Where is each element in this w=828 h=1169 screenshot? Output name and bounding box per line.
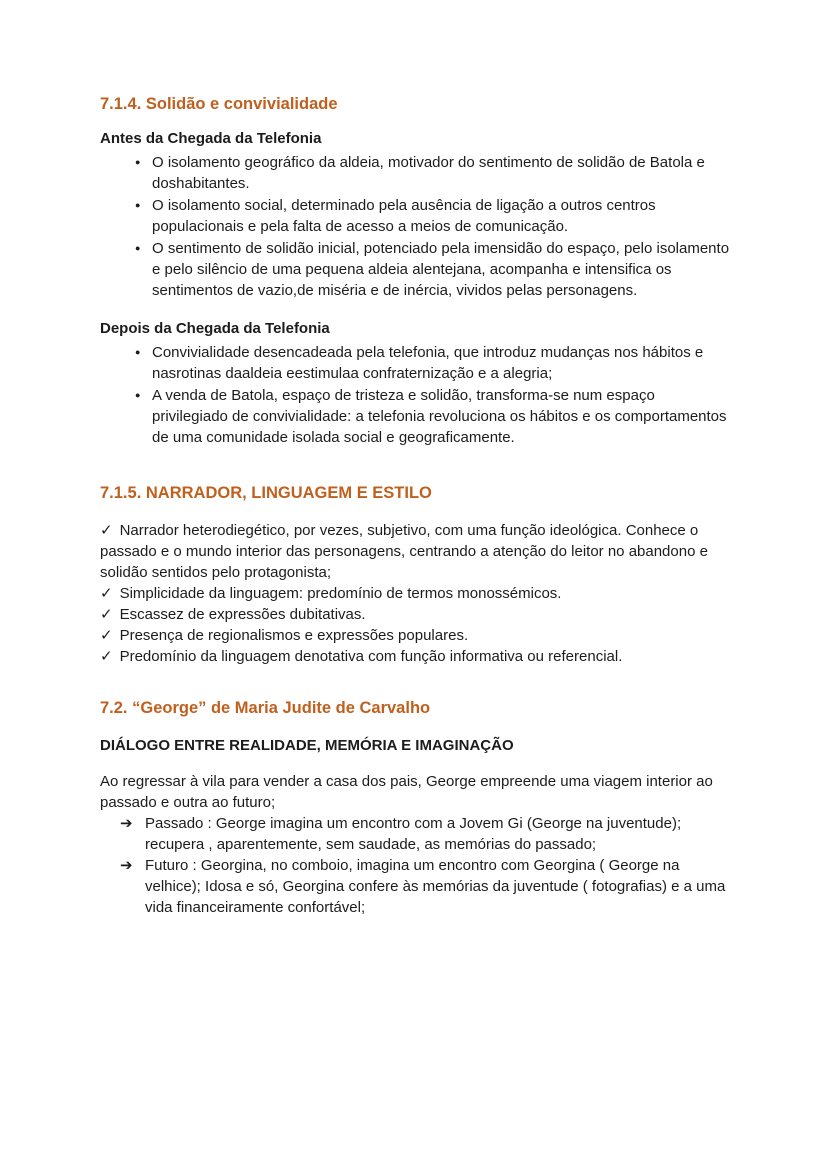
check-icon: ✓ xyxy=(100,648,113,665)
list-item xyxy=(135,342,732,384)
arrow-list xyxy=(100,813,732,918)
bullet-text: A venda de Batola, espaço de tristeza e solidão, transforma-se num espaço privilegiado de convivialidade: a telefonia revoluciona os hábitos e os comportamentos de uma comunidade isolada social e geograficamente. xyxy=(152,387,727,446)
depois-bullet-list xyxy=(100,342,732,448)
antes-bullet-list xyxy=(100,152,732,301)
bullet-icon: ● xyxy=(135,157,141,167)
check-text: Narrador heterodiegético, por vezes, subjetivo, com uma função ideológica. Conhece o passado e o mundo interior das personagens, centrando a atenção do leitor no abandono e solidão sentidos pelo protagonista; xyxy=(100,522,708,581)
bullet-icon: ● xyxy=(135,390,141,400)
arrow-item xyxy=(120,813,732,855)
check-text: Presença de regionalismos e expressões populares. xyxy=(119,627,469,644)
check-text: Predomínio da linguagem denotativa com função informativa ou referencial. xyxy=(119,648,623,665)
check-item xyxy=(100,604,732,625)
arrow-text: Futuro : Georgina, no comboio, imagina um encontro com Georgina ( George na velhice); Idosa e só, Georgina confere às memórias da juventude ( fotografias) e a uma vida financeiramente confortável; xyxy=(145,857,726,916)
check-icon: ✓ xyxy=(100,606,113,623)
bullet-icon: ● xyxy=(135,243,141,253)
check-item xyxy=(100,646,732,667)
bullet-icon: ● xyxy=(135,347,141,357)
arrow-item xyxy=(120,855,732,918)
subheading-depois: Depois da Chegada da Telefonia xyxy=(100,320,330,337)
check-item xyxy=(100,583,732,604)
arrow-text: Passado : George imagina um encontro com a Jovem Gi (George na juventude); recupera , aparentemente, sem saudade, as memórias do passado; xyxy=(145,815,682,853)
intro-paragraph: Ao regressar à vila para vender a casa dos pais, George empreende uma viagem interior ao passado e outra ao futuro; xyxy=(100,773,713,811)
check-icon: ✓ xyxy=(100,585,113,602)
bullet-text: O isolamento geográfico da aldeia, motivador do sentimento de solidão de Batola e doshabitantes. xyxy=(152,154,705,192)
section-heading-72: 7.2. “George” de Maria Judite de Carvalho xyxy=(100,699,431,717)
arrow-icon: ➔ xyxy=(120,815,133,832)
list-item xyxy=(135,385,732,448)
check-item xyxy=(100,625,732,646)
bullet-icon: ● xyxy=(135,200,141,210)
check-icon: ✓ xyxy=(100,627,113,644)
bullet-text: O sentimento de solidão inicial, potenciado pela imensidão do espaço, pelo isolamento e pelo silêncio de uma pequena aldeia alentejana, acompanha e intensifica os sentimentos de vazio,de miséria e de inércia, vividos pelas personagens. xyxy=(152,240,730,299)
check-icon: ✓ xyxy=(100,522,113,539)
section-heading-714: 7.1.4. Solidão e convivialidade xyxy=(100,95,338,113)
arrow-icon: ➔ xyxy=(120,857,133,874)
section-heading-715: 7.1.5. NARRADOR, LINGUAGEM E ESTILO xyxy=(100,484,432,502)
check-text: Simplicidade da linguagem: predomínio de termos monossémicos. xyxy=(119,585,562,602)
bullet-text: Convivialidade desencadeada pela telefonia, que introduz mudanças nos hábitos e nasrotinas daaldeia eestimulaa confraternização e a alegria; xyxy=(152,344,704,382)
check-text: Escassez de expressões dubitativas. xyxy=(119,606,366,623)
subheading-dialogo: DIÁLOGO ENTRE REALIDADE, MEMÓRIA E IMAGINAÇÃO xyxy=(100,737,514,754)
check-item xyxy=(100,520,732,583)
subheading-antes: Antes da Chegada da Telefonia xyxy=(100,130,322,147)
list-item xyxy=(135,195,732,237)
list-item xyxy=(135,152,732,194)
list-item xyxy=(135,238,732,301)
bullet-text: O isolamento social, determinado pela ausência de ligação a outros centros populacionais e pela falta de acesso a meios de comunicação. xyxy=(152,197,656,235)
check-list xyxy=(100,520,732,667)
